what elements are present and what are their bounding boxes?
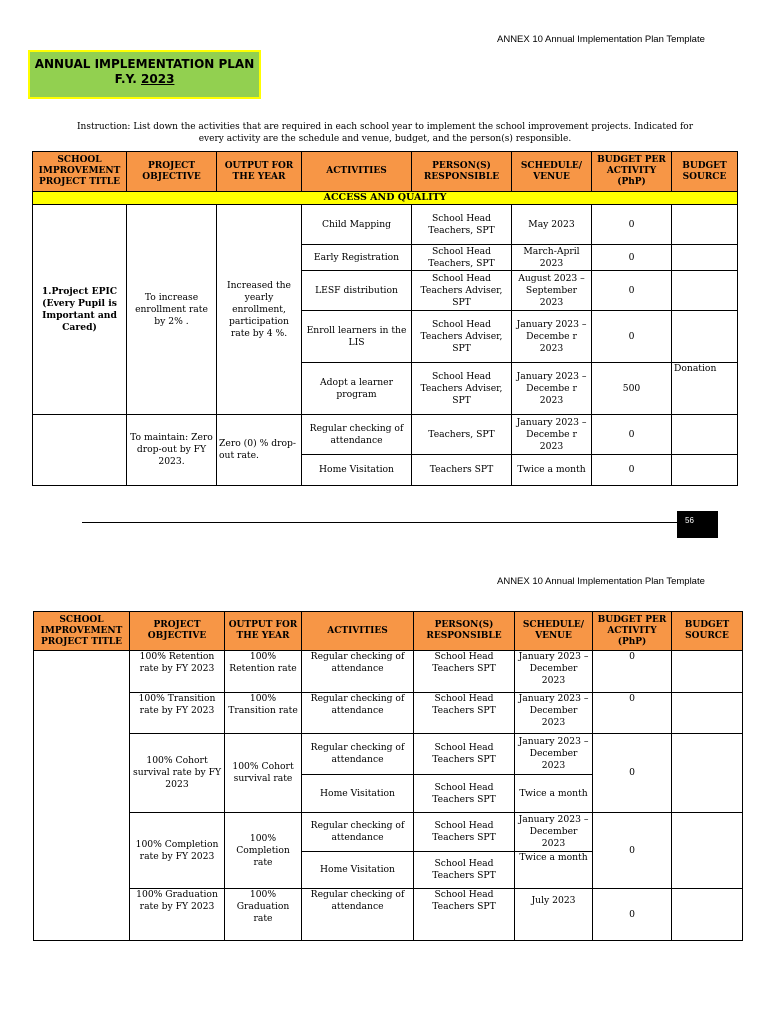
schedule-cell: Twice a month (512, 455, 592, 486)
col-header: PERSON(S) RESPONSIBLE (412, 152, 512, 192)
schedule-cell: Twice a month (515, 852, 593, 889)
activity-cell: Regular checking of attendance (302, 889, 414, 941)
col-header: ACTIVITIES (302, 612, 414, 651)
project-objective: 100% Cohort survival rate by FY 2023 (130, 734, 225, 813)
activity-cell: Regular checking of attendance (302, 813, 414, 852)
activity-cell: Enroll learners in the LIS (302, 311, 412, 363)
col-header: BUDGET SOURCE (672, 612, 743, 651)
source-cell (672, 245, 738, 271)
schedule-cell: May 2023 (512, 205, 592, 245)
table-row (33, 415, 738, 455)
source-cell (672, 311, 738, 363)
col-header: ACTIVITIES (302, 152, 412, 192)
col-header: PROJECT OBJECTIVE (130, 612, 225, 651)
col-header: SCHOOL IMPROVEMENT PROJECT TITLE (33, 152, 127, 192)
persons-cell: School Head Teachers SPT (414, 775, 515, 813)
project-objective: To increase enrollment rate by 2% . (127, 205, 217, 415)
budget-cell: 0 (592, 271, 672, 311)
col-header: OUTPUT FOR THE YEAR (225, 612, 302, 651)
project-objective: To maintain: Zero drop-out by FY 2023. (127, 415, 217, 486)
budget-cell: 0 (592, 415, 672, 455)
output-for-year: 100% Completion rate (225, 813, 302, 889)
persons-cell: School Head Teachers SPT (414, 889, 515, 941)
source-cell (672, 271, 738, 311)
persons-cell: School Head Teachers SPT (414, 693, 515, 734)
activity-cell: Home Visitation (302, 455, 412, 486)
activity-cell: Home Visitation (302, 775, 414, 813)
col-header: SCHEDULE/ VENUE (515, 612, 593, 651)
schedule-cell: January 2023 – Decembe r 2023 (512, 363, 592, 415)
source-cell (672, 205, 738, 245)
budget-cell: 0 (592, 205, 672, 245)
activity-cell: Home Visitation (302, 852, 414, 889)
activity-cell: LESF distribution (302, 271, 412, 311)
source-cell (672, 734, 743, 813)
schedule-cell: March-April 2023 (512, 245, 592, 271)
budget-cell: 0 (592, 311, 672, 363)
project-title-empty (33, 415, 127, 486)
activity-cell: Regular checking of attendance (302, 651, 414, 693)
col-header: OUTPUT FOR THE YEAR (217, 152, 302, 192)
output-for-year: 100% Graduation rate (225, 889, 302, 941)
project-title-empty (34, 651, 130, 941)
col-header: SCHEDULE/ VENUE (512, 152, 592, 192)
project-objective: 100% Transition rate by FY 2023 (130, 693, 225, 734)
instruction-text: Instruction: List down the activities that are required in each school year to implement the school improvement projects. Indicated for every activity are the schedule and venue, budget, and the person(s) responsible. (77, 122, 693, 144)
schedule-cell: Twice a month (515, 775, 593, 813)
fiscal-year-value: 2023 (141, 72, 175, 86)
plan-title: ANNUAL IMPLEMENTATION PLAN (34, 57, 255, 71)
activity-cell: Regular checking of attendance (302, 734, 414, 775)
output-for-year: 100% Retention rate (225, 651, 302, 693)
budget-cell: 0 (593, 889, 672, 941)
output-for-year: Zero (0) % drop-out rate. (217, 415, 302, 486)
col-header: SCHOOL IMPROVEMENT PROJECT TITLE (34, 612, 130, 651)
table-row (34, 651, 743, 693)
schedule-cell: January 2023 – December 2023 (515, 734, 593, 775)
project-objective: 100% Graduation rate by FY 2023 (130, 889, 225, 941)
source-cell (672, 455, 738, 486)
persons-cell: School Head Teachers SPT (414, 813, 515, 852)
annex-header: ANNEX 10 Annual Implementation Plan Template (497, 34, 705, 45)
schedule-cell: January 2023 – December 2023 (515, 813, 593, 852)
activity-cell: Child Mapping (302, 205, 412, 245)
project-objective: 100% Retention rate by FY 2023 (130, 651, 225, 693)
schedule-cell: January 2023 – Decembe r 2023 (512, 311, 592, 363)
col-header: BUDGET PER ACTIVITY (PhP) (592, 152, 672, 192)
activity-cell: Early Registration (302, 245, 412, 271)
annex-header: ANNEX 10 Annual Implementation Plan Template (497, 576, 705, 587)
persons-cell: School Head Teachers, SPT (412, 205, 512, 245)
col-header: PERSON(S) RESPONSIBLE (414, 612, 515, 651)
schedule-cell: January 2023 – December 2023 (515, 693, 593, 734)
persons-cell: Teachers SPT (412, 455, 512, 486)
budget-cell: 0 (592, 455, 672, 486)
schedule-cell: January 2023 – December 2023 (515, 651, 593, 693)
page-number: 56 (677, 511, 718, 538)
persons-cell: School Head Teachers Adviser, SPT (412, 363, 512, 415)
table-row (33, 205, 738, 245)
budget-cell: 0 (593, 813, 672, 889)
budget-cell: 0 (593, 651, 672, 693)
section-band-row (33, 192, 738, 205)
activity-cell: Regular checking of attendance (302, 693, 414, 734)
table-row (34, 889, 743, 941)
table-header-row (33, 152, 738, 192)
col-header: BUDGET SOURCE (672, 152, 738, 192)
source-cell (672, 693, 743, 734)
plan-table-page2 (33, 611, 743, 941)
source-cell (672, 889, 743, 941)
budget-cell: 0 (592, 245, 672, 271)
col-header: BUDGET PER ACTIVITY (PhP) (593, 612, 672, 651)
persons-cell: School Head Teachers SPT (414, 852, 515, 889)
persons-cell: Teachers, SPT (412, 415, 512, 455)
source-cell: Donation (672, 363, 738, 415)
persons-cell: School Head Teachers SPT (414, 651, 515, 693)
persons-cell: School Head Teachers Adviser, SPT (412, 271, 512, 311)
budget-cell: 0 (593, 693, 672, 734)
fiscal-year: F.Y. 2023 (114, 72, 175, 86)
project-objective: 100% Completion rate by FY 2023 (130, 813, 225, 889)
source-cell (672, 813, 743, 889)
activity-cell: Regular checking of attendance (302, 415, 412, 455)
persons-cell: School Head Teachers Adviser, SPT (412, 311, 512, 363)
schedule-cell: January 2023 – Decembe r 2023 (512, 415, 592, 455)
section-band: ACCESS AND QUALITY (33, 192, 738, 205)
plan-title-box (28, 50, 261, 99)
table-row (34, 813, 743, 852)
budget-cell: 500 (592, 363, 672, 415)
table-row (34, 734, 743, 775)
source-cell (672, 651, 743, 693)
output-for-year: Increased the yearly enrollment, participation rate by 4 %. (217, 205, 302, 415)
output-for-year: 100% Transition rate (225, 693, 302, 734)
table-row (34, 693, 743, 734)
budget-cell: 0 (593, 734, 672, 813)
col-header: PROJECT OBJECTIVE (127, 152, 217, 192)
plan-table-page1 (32, 151, 738, 486)
activity-cell: Adopt a learner program (302, 363, 412, 415)
schedule-cell: August 2023 – September 2023 (512, 271, 592, 311)
source-cell (672, 415, 738, 455)
page-divider-line (82, 522, 678, 523)
table-header-row (34, 612, 743, 651)
project-title: 1.Project EPIC (Every Pupil is Important and Cared) (33, 205, 127, 415)
persons-cell: School Head Teachers, SPT (412, 245, 512, 271)
schedule-cell: July 2023 (515, 889, 593, 941)
persons-cell: School Head Teachers SPT (414, 734, 515, 775)
output-for-year: 100% Cohort survival rate (225, 734, 302, 813)
